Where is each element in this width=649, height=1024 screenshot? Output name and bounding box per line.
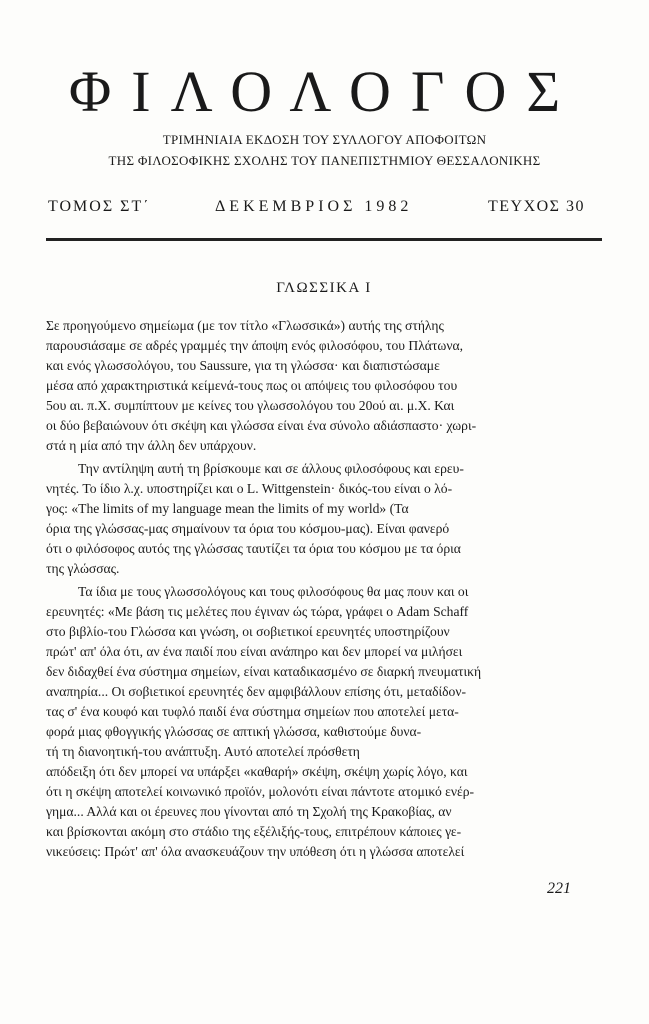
text-line: ότι ο φιλόσοφος αυτός της γλώσσας ταυτίζει τα όρια του κόσμου με τα όρια	[46, 541, 461, 556]
article-title: ΓΛΩΣΣΙΚΑ Ι	[276, 280, 372, 296]
journal-title: ΦΙΛΟΛΟΓΟΣ	[68, 59, 581, 124]
text-line: μέσα από χαρακτηριστικά κείμενά-τους πως οι απόψεις του φιλοσόφου του	[46, 378, 458, 393]
text-line: ερευνητές: «Με βάση τις μελέτες που έγιναν ώς τώρα, γράφει ο Adam Schaff	[46, 604, 469, 619]
journal-subtitle-line1: ΤΡΙΜΗΝΙΑΙΑ ΕΚΔΟΣΗ ΤΟΥ ΣΥΛΛΟΓΟΥ ΑΠΟΦΟΙΤΩΝ	[162, 132, 487, 147]
journal-subtitle-line2: ΤΗΣ ΦΙΛΟΣΟΦΙΚΗΣ ΣΧΟΛΗΣ ΤΟΥ ΠΑΝΕΠΙΣΤΗΜΙΟΥ ΘΕΣΣΑΛΟΝΙΚΗΣ	[108, 153, 541, 168]
text-line: στά η μία από την άλλη δεν υπάρχουν.	[46, 438, 257, 453]
text-line: φορά μιας φθογγικής γλώσσας σε απτική γλώσσα, καθιστούμε δυνα-	[46, 724, 422, 739]
text-line: αναπηρία... Οι σοβιετικοί ερευνητές δεν αμφιβάλλουν επίσης ότι, μεταδίδον-	[46, 684, 467, 699]
text-line: και βρίσκονται ακόμη στο στάδιο της εξέλιξής-τους, επιτρέπουν κάποιες γε-	[46, 824, 462, 839]
text-line: δεν διδαχθεί ένα σύστημα σημείων, είναι καταδικασμένο σε διαρκή πνευματική	[46, 664, 482, 679]
masthead-rule	[46, 238, 602, 241]
issue-date: ΔΕΚΕΜΒΡΙΟΣ 1982	[215, 198, 413, 215]
text-line: τας σ' ένα κουφό και τυφλό παιδί ένα σύστημα σημείων που αποτελεί μετα-	[46, 704, 459, 719]
text-line: στο βιβλίο-του Γλώσσα και γνώση, οι σοβιετικοί ερευνητές υποστηρίζουν	[46, 624, 450, 639]
page-number: 221	[547, 880, 571, 897]
issue-volume: ΤΟΜΟΣ ΣΤ΄	[48, 198, 151, 215]
text-line: ότι η σκέψη αποτελεί κοινωνικό προϊόν, μολονότι είναι πάντοτε ατομικό ενέρ-	[46, 784, 475, 799]
text-line: νητές. Το ίδιο λ.χ. υποστηρίζει και ο L. Wittgenstein· δικός-του είναι ο λό-	[46, 481, 453, 496]
text-line: Σε προηγούμενο σημείωμα (με τον τίτλο «Γλωσσικά») αυτής της στήλης	[46, 318, 444, 333]
text-line: γημα... Αλλά και οι έρευνες που γίνονται από τη Σχολή της Κρακοβίας, αν	[46, 804, 452, 819]
text-line: νικεύσεις: Πρώτ' απ' όλα ανασκευάζουν την υπόθεση ότι η γλώσσα αποτελεί	[46, 844, 465, 859]
text-line: και ενός γλωσσολόγου, του Saussure, για τη γλώσσα· και διαπιστώσαμε	[46, 358, 440, 373]
text-line: απόδειξη ότι δεν μπορεί να υπάρξει «καθαρή» σκέψη, σκέψη χωρίς λόγο, και	[46, 764, 468, 779]
text-line: Τα ίδια με τους γλωσσολόγους και τους φιλοσόφους θα μας πουν και οι	[78, 584, 469, 599]
text-line: Την αντίληψη αυτή τη βρίσκουμε και σε άλλους φιλοσόφους και ερευ-	[78, 461, 464, 476]
issue-number: ΤΕΥΧΟΣ 30	[487, 198, 585, 215]
text-line: τή τη διανοητική-του ανάπτυξη. Αυτό αποτελεί πρόσθετη	[46, 744, 360, 759]
text-line: 5ου αι. π.Χ. συμπίπτουν με κείνες του γλωσσολόγου του 20ού αι. μ.Χ. Και	[46, 398, 455, 413]
text-line: οι δύο βεβαιώνουν ότι σκέψη και γλώσσα είναι ένα σύνολο αδιάσπαστο· χωρι-	[46, 418, 477, 433]
text-line: παρουσιάσαμε σε αδρές γραμμές την άποψη ενός φιλοσόφου, του Πλάτωνα,	[46, 338, 463, 353]
text-line: της γλώσσας.	[46, 561, 120, 576]
text-line: γος: «The limits of my language mean the limits of my world» (Τα	[46, 501, 409, 516]
text-line: όρια της γλώσσας-μας σημαίνουν τα όρια του κόσμου-μας). Είναι φανερό	[46, 521, 450, 536]
text-line: πρώτ' απ' όλα ότι, αν ένα παιδί που είναι ανάπηρο και δεν μπορεί να μιλήσει	[46, 644, 463, 659]
